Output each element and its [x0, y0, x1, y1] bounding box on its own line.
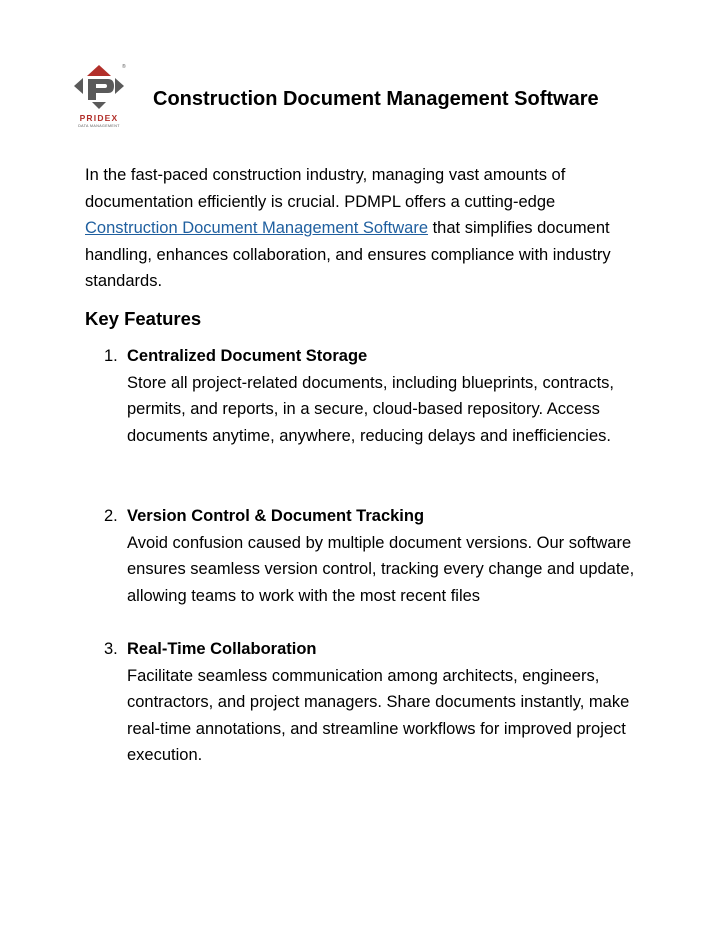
pridex-logo-mark-icon — [70, 62, 128, 114]
feature-number: 3. — [104, 640, 118, 658]
feature-body — [127, 343, 642, 449]
key-features-heading: Key Features — [85, 308, 202, 329]
registered-mark: ® — [122, 64, 126, 70]
feature-title: Centralized Document Storage — [127, 347, 368, 365]
intro-text-before-link: In the fast-paced construction industry, managing vast amounts of documentation efficiently is crucial. PDMPL offers a cutting-edge — [85, 166, 566, 211]
feature-body — [127, 636, 642, 769]
logo-brand-text: PRIDEX — [79, 113, 119, 123]
product-link[interactable]: Construction Document Management Software — [85, 219, 429, 238]
pridex-logo — [70, 62, 128, 134]
feature-title: Version Control & Document Tracking — [127, 507, 425, 525]
feature-title: Real-Time Collaboration — [127, 640, 317, 658]
intro-text-after-link: that simplifies document handling, enhances collaboration, and ensures compliance with industry standards. — [85, 219, 611, 291]
feature-number: 1. — [104, 347, 118, 365]
feature-body — [127, 503, 642, 609]
feature-description: Avoid confusion caused by multiple document versions. Our software ensures seamless version control, tracking every change and update, allowing teams to work with the most recent files — [127, 533, 635, 605]
feature-description: Store all project-related documents, including blueprints, contracts, permits, and reports, in a secure, cloud-based repository. Access documents anytime, anywhere, reducing delays and inefficiencies. — [127, 373, 614, 445]
logo-sub-text: DATA MANAGEMENT — [78, 124, 120, 128]
feature-number: 2. — [104, 507, 118, 525]
page-title: Construction Document Management Software — [153, 88, 599, 110]
feature-description: Facilitate seamless communication among architects, engineers, contractors, and project managers. Share documents instantly, make real-time annotations, and streamline workflows for improved project execution. — [127, 666, 630, 765]
intro-paragraph — [85, 162, 645, 295]
